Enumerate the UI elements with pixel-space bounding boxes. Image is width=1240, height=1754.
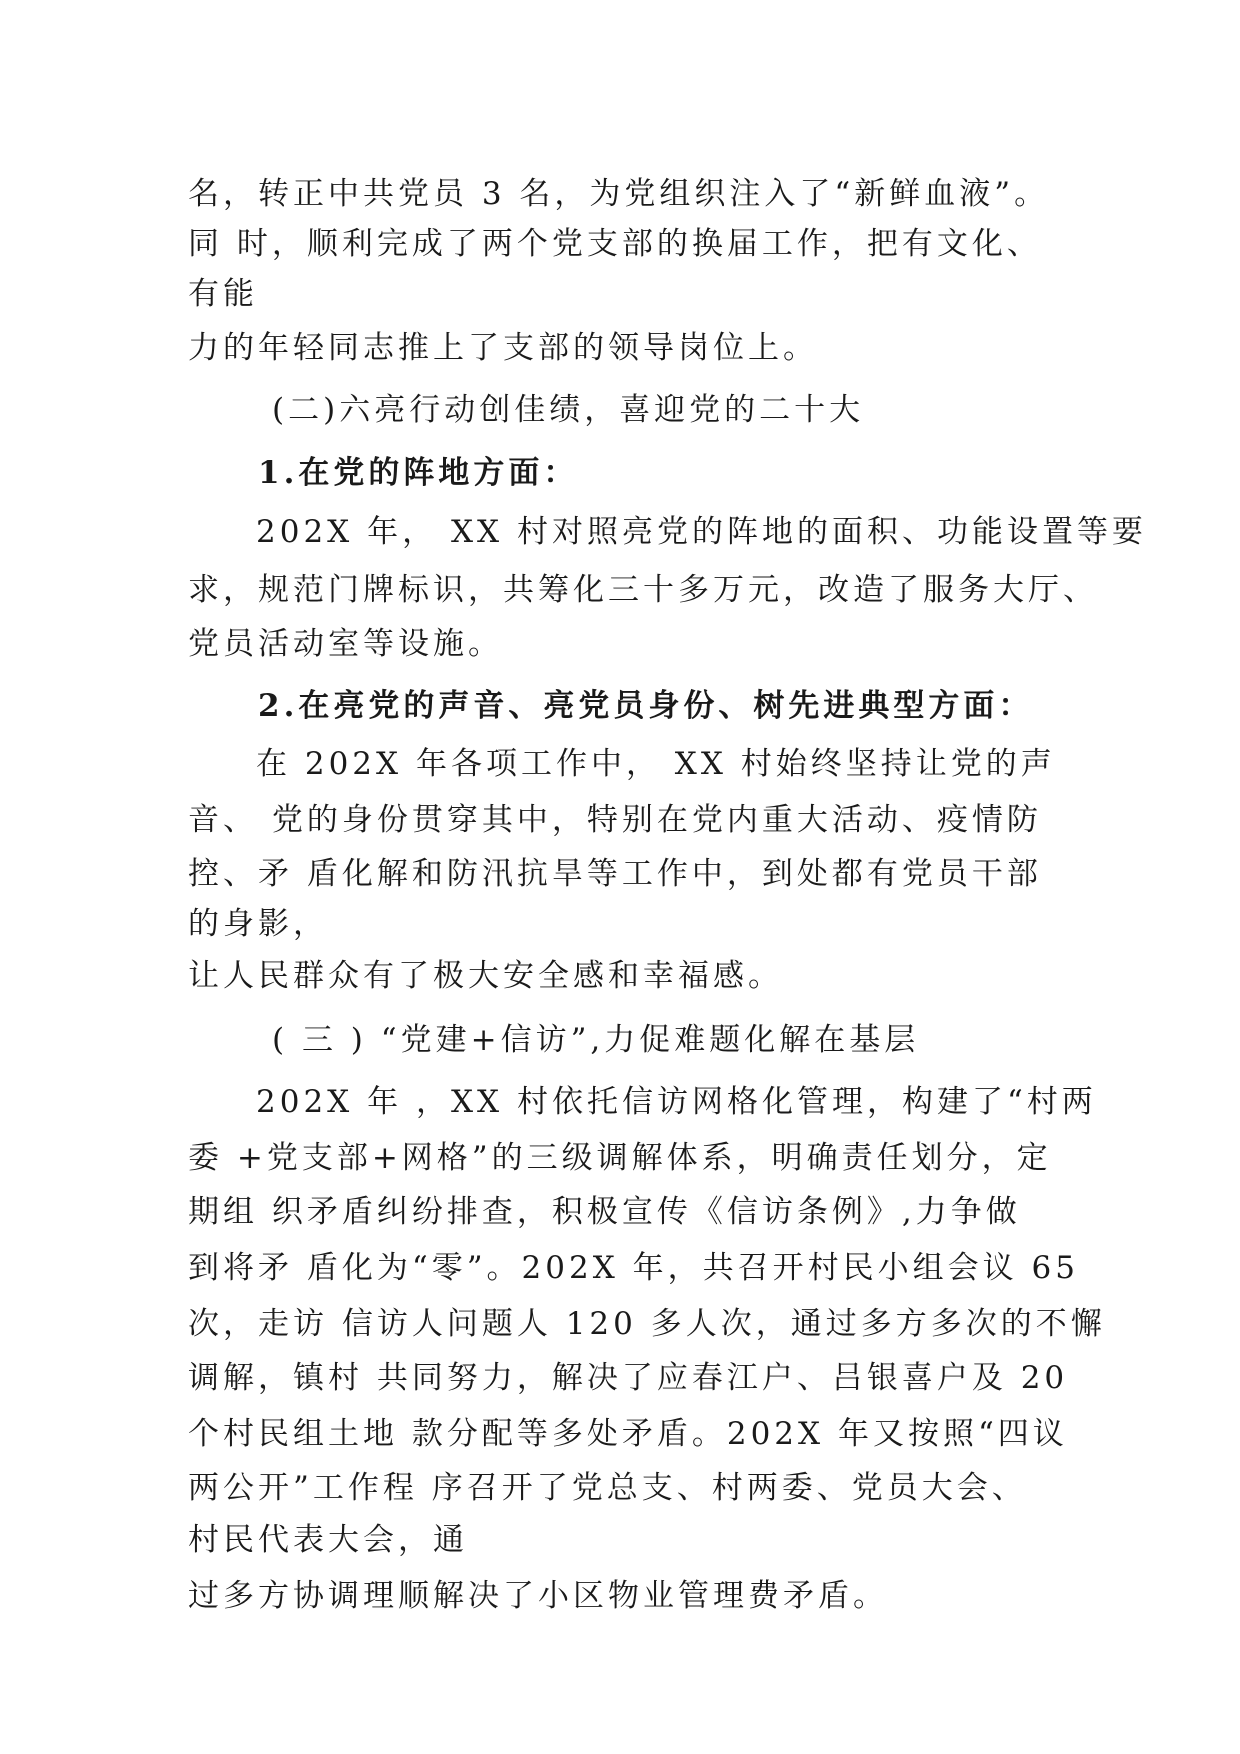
section-heading: ( 三 ) “党建+信访”,力促难题化解在基层 bbox=[272, 1022, 920, 1058]
section-heading: (二)六亮行动创佳绩，喜迎党的二十大 bbox=[272, 392, 865, 428]
paragraph-line: 202X 年， XX 村对照亮党的阵地的面积、功能设置等要 bbox=[256, 514, 1147, 550]
paragraph-line: 控、矛 盾化解和防汛抗旱等工作中，到处都有党员干部 bbox=[188, 856, 1042, 892]
paragraph-line: 同 时，顺利完成了两个党支部的换届工作，把有文化、 bbox=[188, 226, 1042, 262]
paragraph-line: 名，转正中共党员 3 名，为党组织注入了“新鲜血液”。 bbox=[188, 176, 1050, 212]
paragraph-line: 音、 党的身份贯穿其中，特别在党内重大活动、疫情防 bbox=[188, 802, 1042, 838]
paragraph-line: 让人民群众有了极大安全感和幸福感。 bbox=[188, 958, 783, 994]
paragraph-line: 力的年轻同志推上了支部的领导岗位上。 bbox=[188, 330, 818, 366]
paragraph-line: 期组 织矛盾纠纷排查，积极宣传《信访条例》,力争做 bbox=[188, 1194, 1021, 1230]
paragraph-line: 到将矛 盾化为“零”。202X 年，共召开村民小组会议 65 bbox=[188, 1250, 1079, 1286]
paragraph-line: 党员活动室等设施。 bbox=[188, 626, 503, 662]
paragraph-line: 有能 bbox=[188, 276, 258, 312]
paragraph-line: 求，规范门牌标识，共筹化三十多万元，改造了服务大厅、 bbox=[188, 572, 1098, 608]
paragraph-line: 调解，镇村 共同努力，解决了应春江户、吕银喜户及 20 bbox=[188, 1360, 1069, 1396]
paragraph-line: 委 +党支部+网格”的三级调解体系，明确责任划分，定 bbox=[188, 1140, 1052, 1176]
paragraph-line: 个村民组土地 款分配等多处矛盾。202X 年又按照“四议 bbox=[188, 1416, 1068, 1452]
paragraph-line: 的身影， bbox=[188, 906, 328, 942]
subsection-heading: 1.在党的阵地方面： bbox=[258, 455, 579, 491]
subsection-heading: 2.在亮党的声音、亮党员身份、树先进典型方面： bbox=[258, 688, 1034, 724]
paragraph-line: 村民代表大会，通 bbox=[188, 1522, 468, 1558]
paragraph-line: 次，走访 信访人问题人 120 多人次，通过多方多次的不懈 bbox=[188, 1306, 1106, 1342]
paragraph-line: 过多方协调理顺解决了小区物业管理费矛盾。 bbox=[188, 1578, 888, 1614]
paragraph-line: 202X 年 ，XX 村依托信访网格化管理，构建了“村两 bbox=[256, 1084, 1097, 1120]
paragraph-line: 在 202X 年各项工作中， XX 村始终坚持让党的声 bbox=[256, 746, 1056, 782]
paragraph-line: 两公开”工作程 序召开了党总支、村两委、党员大会、 bbox=[188, 1470, 1027, 1506]
